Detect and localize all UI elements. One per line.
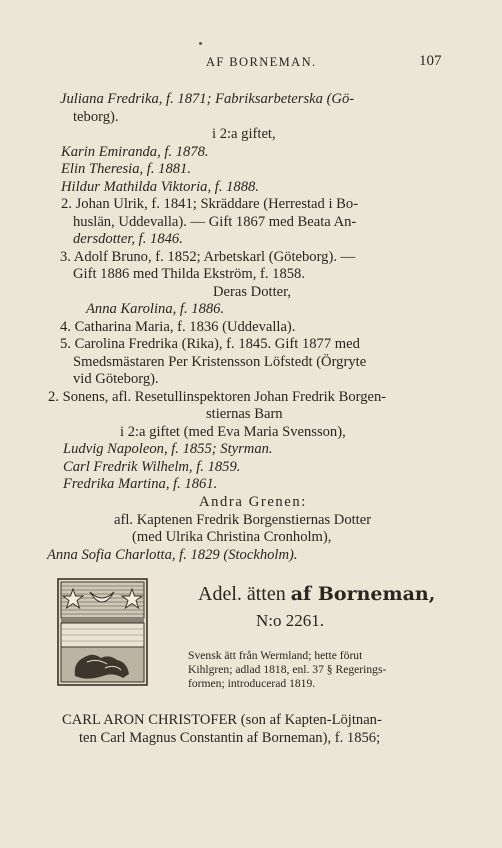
text-line: afl. Kaptenen Fredrik Borgenstiernas Dotter (114, 512, 372, 528)
ink-dot (199, 42, 202, 45)
text-line: Gift 1886 med Thilda Ekström, f. 1858. (73, 266, 305, 282)
text-line: 5. Carolina Fredrika (Rika), f. 1845. Gift 1877 med (60, 336, 360, 352)
text-line: huslän, Uddevalla). — Gift 1867 med Beata An- (73, 214, 357, 230)
text-line: Elin Theresia, f. 1881. (61, 161, 191, 177)
coat-of-arms-icon (57, 578, 148, 686)
text-line: CARL ARON CHRISTOFER (son af Kapten-Löjtnan- (62, 712, 382, 728)
text-line: Fredrika Martina, f. 1861. (63, 476, 218, 492)
text-line: ten Carl Magnus Constantin af Borneman), f. 1856; (79, 730, 381, 746)
text-line: Deras Dotter, (213, 284, 292, 300)
text-line: 4. Catharina Maria, f. 1836 (Uddevalla). (60, 319, 296, 335)
text-line: stiernas Barn (206, 406, 283, 422)
text-line: teborg). (73, 109, 119, 125)
text-line: Juliana Fredrika, f. 1871; Fabriksarbeterska (Gö- (60, 91, 355, 107)
text-line: Karin Emiranda, f. 1878. (61, 144, 209, 160)
text-line: Carl Fredrik Wilhelm, f. 1859. (63, 459, 241, 475)
text-line: 3. Adolf Bruno, f. 1852; Arbetskarl (Göteborg). — (60, 249, 356, 265)
text-line: Smedsmästaren Per Kristensson Löfstedt (Örgryte (73, 354, 367, 370)
section-note: formen; introducerad 1819. (188, 677, 316, 690)
text-line: 2. Johan Ulrik, f. 1841; Skräddare (Herrestad i Bo- (61, 196, 359, 212)
text-line: Anna Karolina, f. 1886. (86, 301, 225, 317)
section-title (198, 583, 435, 606)
text-line: vid Göteborg). (73, 371, 159, 387)
section-number: N:o 2261. (256, 611, 324, 630)
section-title-name: af Borneman, (290, 583, 436, 605)
text-line: Hildur Mathilda Viktoria, f. 1888. (61, 179, 259, 195)
text-line: Andra Grenen: (199, 494, 307, 510)
text-line: 2. Sonens, afl. Resetullinspektoren Johan Fredrik Borgen- (48, 389, 387, 405)
section-title-prefix: Adel. ätten (198, 583, 286, 605)
text-line: i 2:a giftet, (212, 126, 276, 142)
text-line: dersdotter, f. 1846. (73, 231, 183, 247)
text-line: Anna Sofia Charlotta, f. 1829 (Stockholm). (47, 547, 298, 563)
text-line: (med Ulrika Christina Cronholm), (132, 529, 332, 545)
text-line: i 2:a giftet (med Eva Maria Svensson), (120, 424, 346, 440)
section-note: Svensk ätt från Wermland; hette förut (188, 649, 363, 662)
running-header: AF BORNEMAN. (206, 55, 317, 69)
text-line: Ludvig Napoleon, f. 1855; Styrman. (63, 441, 273, 457)
section-note: Kihlgren; adlad 1818, enl. 37 § Regerings- (188, 663, 387, 676)
page-number: 107 (419, 53, 442, 69)
